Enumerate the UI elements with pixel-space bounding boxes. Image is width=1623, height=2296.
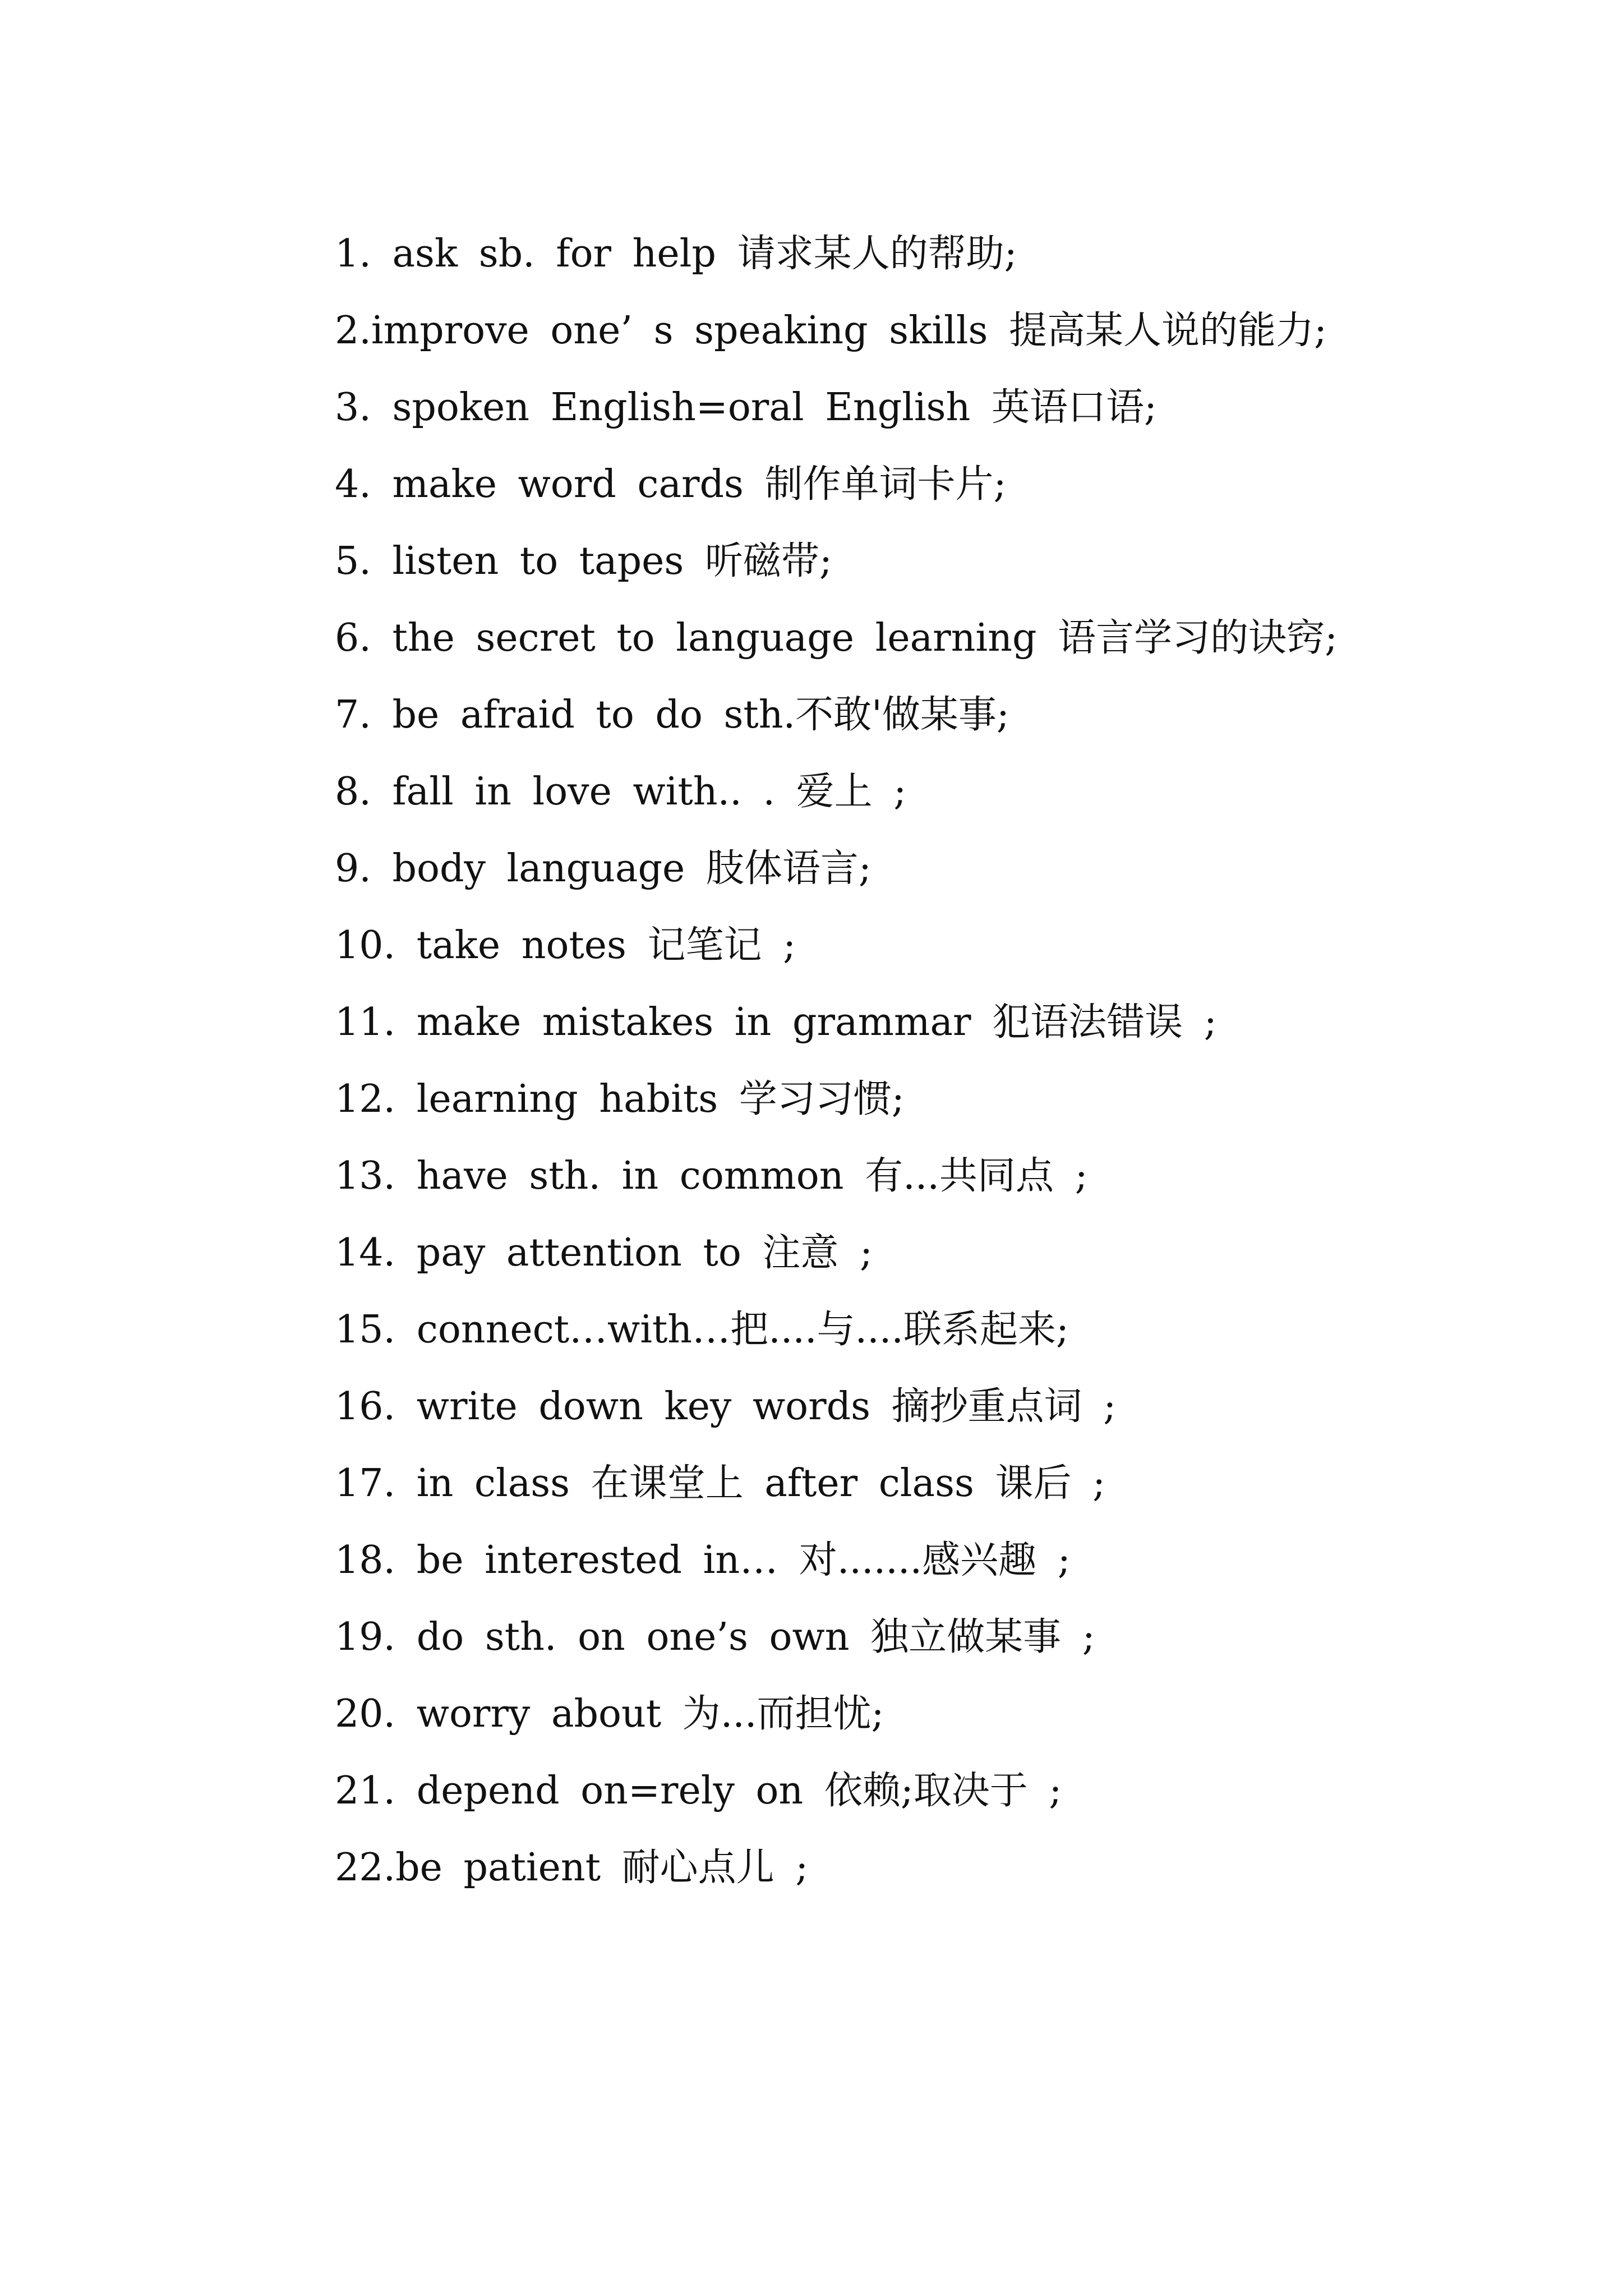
list-item: 9. body language 肢体语言; <box>335 846 872 891</box>
list-item: 6. the secret to language learning 语言学习的诀窍; <box>335 616 1338 660</box>
list-item: 1. ask sb. for help 请求某人的帮助; <box>335 232 1017 276</box>
list-item: 7. be afraid to do sth.不敢'做某事; <box>335 693 1009 737</box>
list-item: 4. make word cards 制作单词卡片; <box>335 462 1007 507</box>
list-item: 8. fall in love with.. . 爱上 ; <box>335 770 907 814</box>
list-item: 5. listen to tapes 听磁带; <box>335 539 832 583</box>
list-item: 11. make mistakes in grammar 犯语法错误 ; <box>335 1000 1217 1045</box>
list-item: 15. connect…with…把....与....联系起来; <box>335 1308 1069 1352</box>
list-item: 18. be interested in… 对.......感兴趣 ; <box>335 1538 1071 1582</box>
list-item: 16. write down key words 摘抄重点词 ; <box>335 1384 1117 1429</box>
list-item: 2.improve one’ s speaking skills 提高某人说的能力; <box>335 309 1327 353</box>
list-item: 12. learning habits 学习习惯; <box>335 1077 905 1121</box>
list-item: 10. take notes 记笔记 ; <box>335 923 796 968</box>
list-item: 21. depend on=rely on 依赖;取决于 ; <box>335 1769 1062 1813</box>
phrase-list <box>251 215 1389 1906</box>
list-item: 20. worry about 为...而担忧; <box>335 1692 884 1736</box>
list-item: 13. have sth. in common 有...共同点 ; <box>335 1154 1088 1198</box>
list-item: 3. spoken English=oral English 英语口语; <box>335 385 1157 430</box>
list-item: 22.be patient 耐心点儿 ; <box>335 1846 809 1890</box>
list-item: 17. in class 在课堂上 after class 课后 ; <box>335 1461 1106 1506</box>
list-item: 14. pay attention to 注意 ; <box>335 1231 873 1275</box>
list-item: 19. do sth. on one’s own 独立做某事 ; <box>335 1615 1095 1659</box>
